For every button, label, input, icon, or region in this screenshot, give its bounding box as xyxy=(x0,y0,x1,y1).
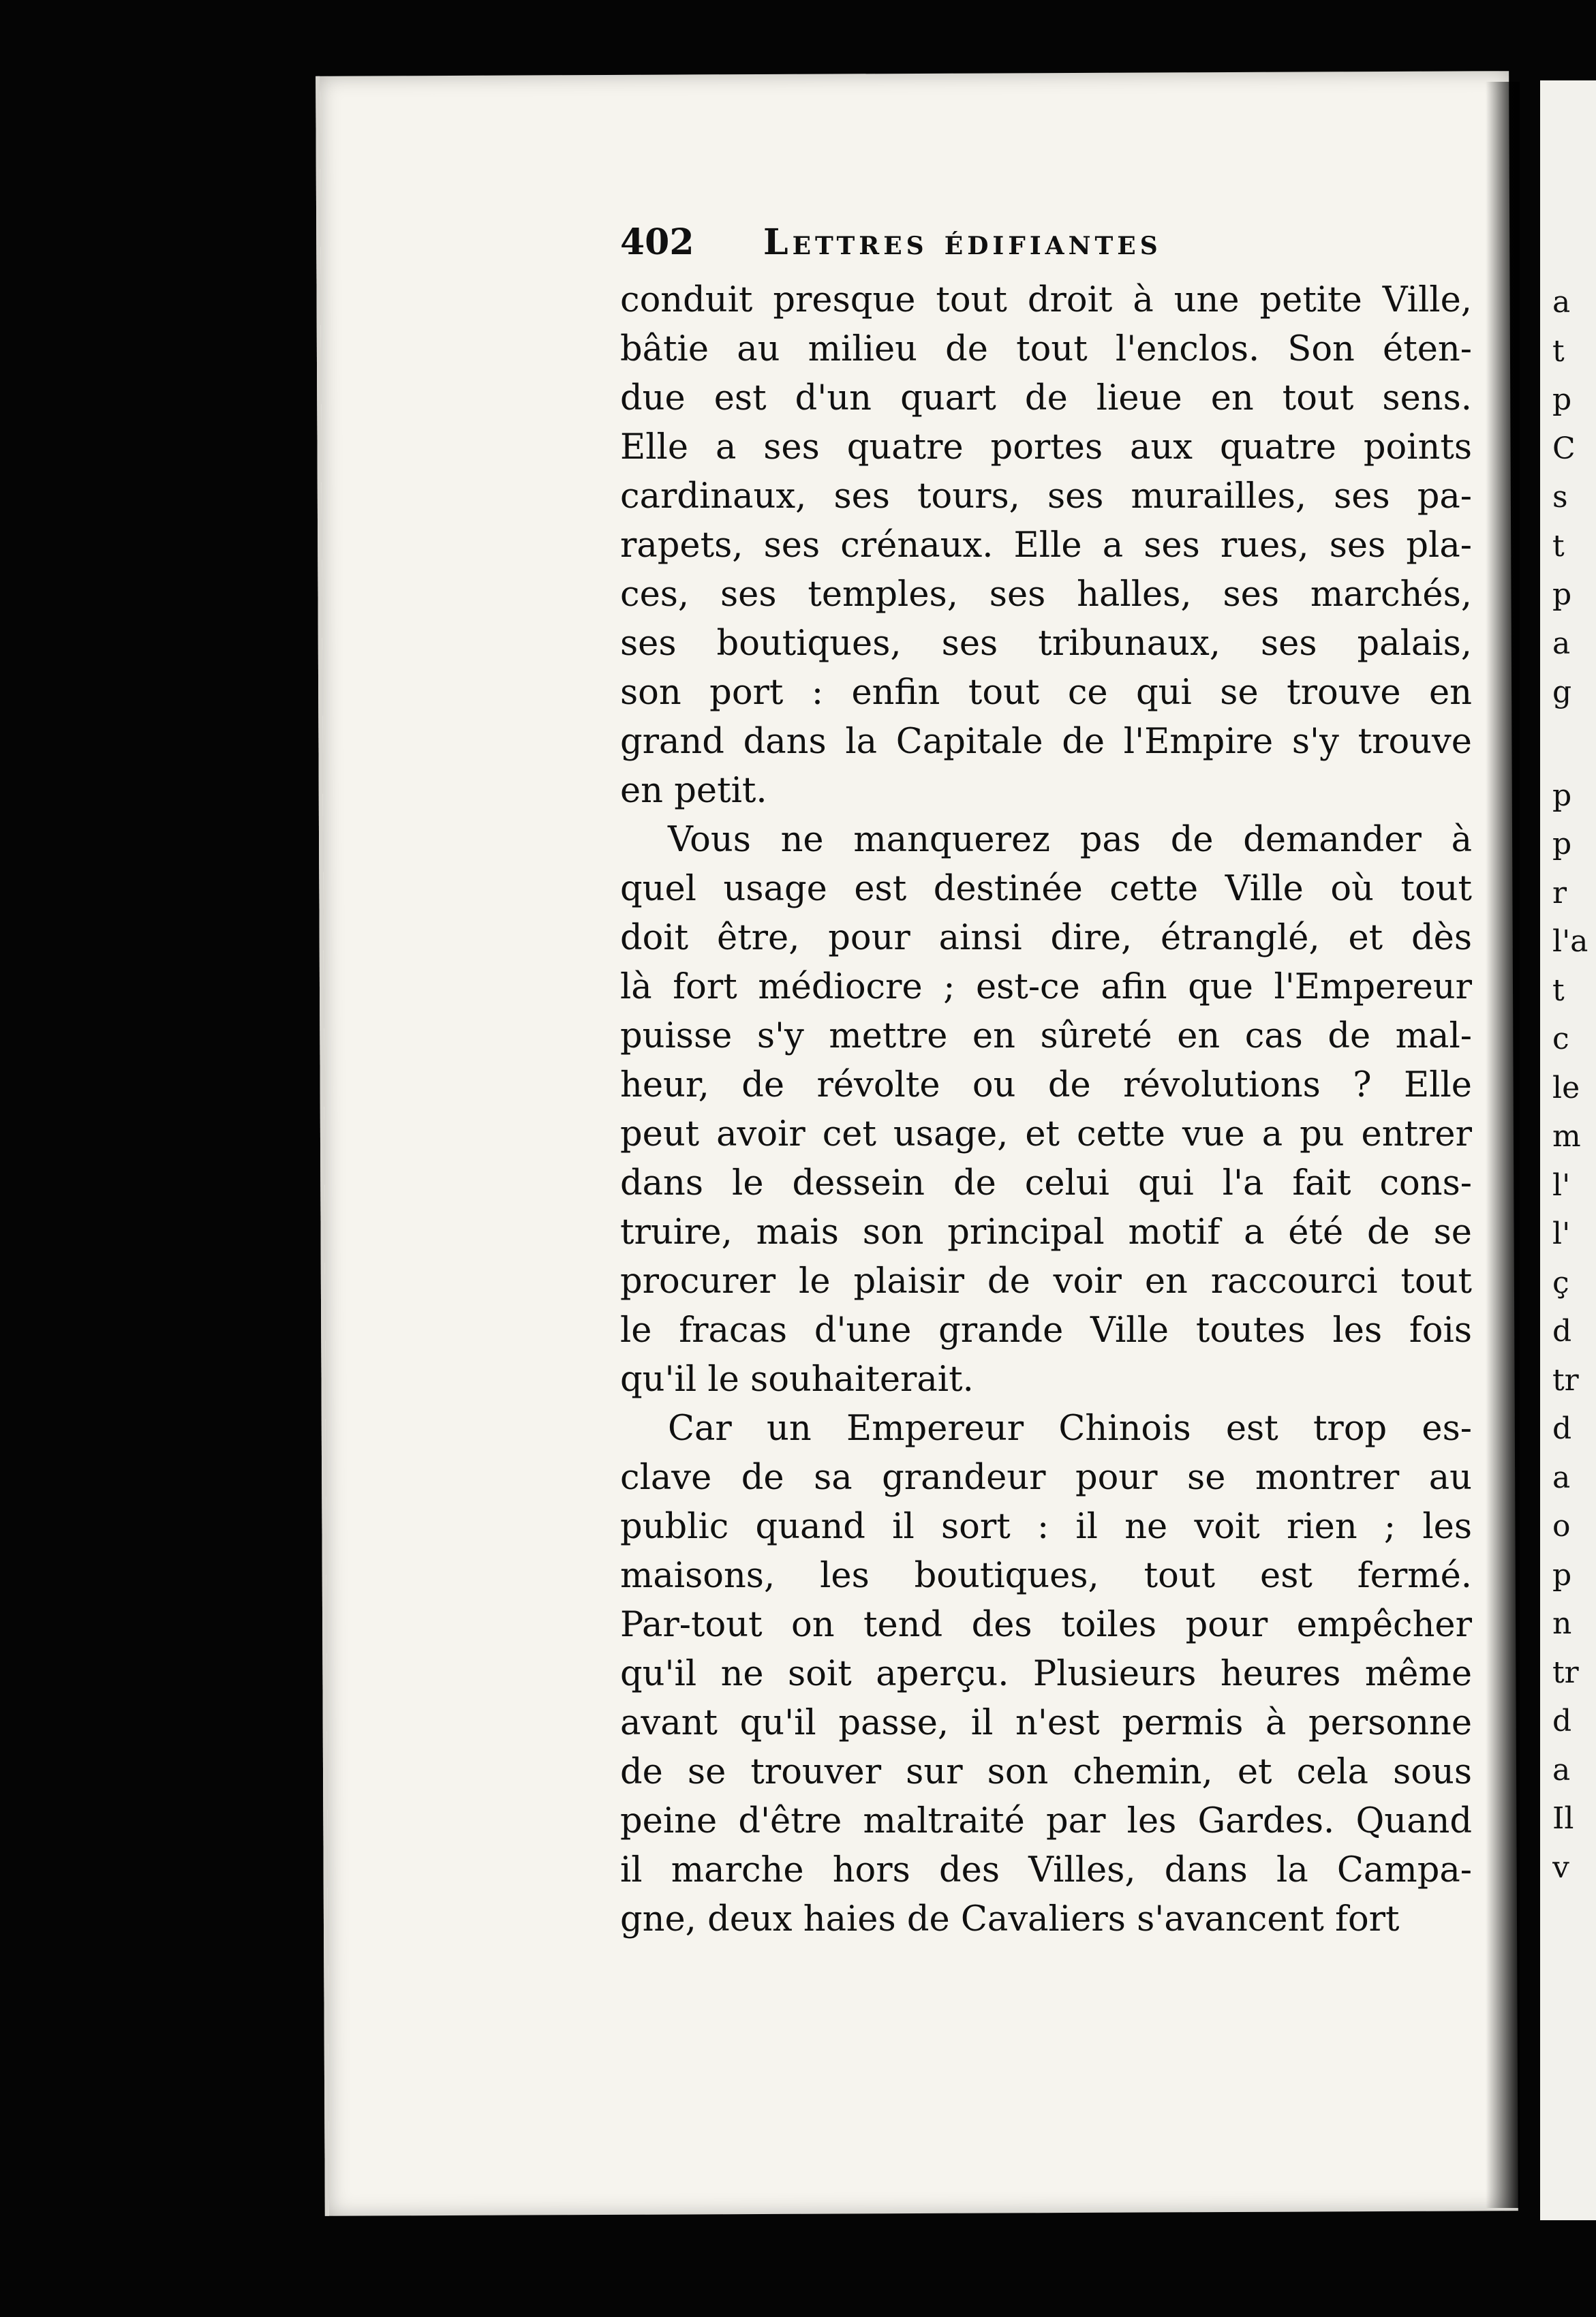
adjacent-page-fragment: p xyxy=(1552,382,1572,417)
adjacent-page-fragment: le xyxy=(1552,1070,1580,1105)
running-title: Lettres édifiantes xyxy=(763,221,1162,263)
adjacent-page-fragment: C xyxy=(1552,431,1576,466)
text-line: son port : enfin tout ce qui se trouve en xyxy=(620,673,1472,713)
running-header xyxy=(620,221,1472,276)
adjacent-page-fragment: c xyxy=(1552,1022,1569,1056)
text-line: ses boutiques, ses tribunaux, ses palais, xyxy=(620,624,1472,664)
adjacent-page-fragment: p xyxy=(1552,827,1572,861)
adjacent-page-fragment: a xyxy=(1552,1752,1571,1787)
page-number: 402 xyxy=(620,221,694,263)
body-text xyxy=(620,276,1472,1944)
text-line: là fort médiocre ; est-ce afin que l'Empereur xyxy=(620,967,1472,1007)
text-line: peine d'être maltraité par les Gardes. Quand xyxy=(620,1801,1472,1841)
text-line: bâtie au milieu de tout l'enclos. Son éten- xyxy=(620,329,1472,369)
text-line: grand dans la Capitale de l'Empire s'y trouve xyxy=(620,722,1472,762)
text-line: cardinaux, ses tours, ses murailles, ses pa- xyxy=(620,476,1472,517)
adjacent-page-fragment: d xyxy=(1552,1411,1572,1446)
adjacent-page-fragment: m xyxy=(1552,1119,1581,1154)
text-line: rapets, ses crénaux. Elle a ses rues, ses pla- xyxy=(620,525,1472,566)
text-line: Par-tout on tend des toiles pour empêcher xyxy=(620,1605,1472,1645)
text-line: maisons, les boutiques, tout est fermé. xyxy=(620,1556,1472,1596)
adjacent-page-fragment: v xyxy=(1552,1850,1569,1885)
paragraph xyxy=(620,276,1472,816)
text-line: de se trouver sur son chemin, et cela sous xyxy=(620,1752,1472,1792)
adjacent-page-fragment: t xyxy=(1552,333,1565,369)
text-line: doit être, pour ainsi dire, étranglé, et dès xyxy=(620,918,1472,958)
text-line: heur, de révolte ou de révolutions ? Elle xyxy=(620,1065,1472,1105)
text-line: Vous ne manquerez pas de demander à xyxy=(668,820,1472,860)
adjacent-page-fragment: t xyxy=(1552,528,1565,564)
text-line: clave de sa grandeur pour se montrer au xyxy=(620,1458,1472,1498)
page-gutter-shadow xyxy=(1486,82,1520,2208)
text-line: procurer le plaisir de voir en raccourci tout xyxy=(620,1261,1472,1302)
adjacent-page-fragment: a xyxy=(1552,626,1571,661)
text-line: ces, ses temples, ses halles, ses marchés, xyxy=(620,574,1472,615)
text-line: en petit. xyxy=(620,771,767,811)
text-line: Car un Empereur Chinois est trop es- xyxy=(668,1409,1472,1449)
text-line: il marche hors des Villes, dans la Campa- xyxy=(620,1850,1472,1890)
adjacent-page-fragment: d xyxy=(1552,1314,1572,1349)
text-line: qu'il ne soit aperçu. Plusieurs heures même xyxy=(620,1654,1472,1694)
adjacent-page-fragment: tr xyxy=(1552,1655,1579,1690)
page-text xyxy=(620,221,1472,1944)
text-line: quel usage est destinée cette Ville où tout xyxy=(620,869,1472,909)
adjacent-page-fragment: a xyxy=(1552,1460,1571,1495)
text-line: le fracas d'une grande Ville toutes les fois xyxy=(620,1310,1472,1351)
adjacent-page-fragment: a xyxy=(1552,285,1571,320)
text-line: truire, mais son principal motif a été de se xyxy=(620,1212,1472,1253)
adjacent-page-fragment: p xyxy=(1552,1557,1572,1593)
paragraph xyxy=(620,816,1472,1405)
adjacent-page-fragment: l'a xyxy=(1552,924,1589,959)
adjacent-page-fragment: s xyxy=(1552,480,1568,515)
adjacent-page-edge xyxy=(1540,80,1596,2220)
text-line: peut avoir cet usage, et cette vue a pu entrer xyxy=(620,1114,1472,1154)
adjacent-page-fragment: ç xyxy=(1552,1265,1569,1300)
text-line: gne, deux haies de Cavaliers s'avancent fort xyxy=(620,1899,1400,1939)
adjacent-page-fragment: p xyxy=(1552,577,1572,612)
adjacent-page-fragment: o xyxy=(1552,1509,1571,1544)
text-line: avant qu'il passe, il n'est permis à personne xyxy=(620,1703,1472,1743)
adjacent-page-fragment: tr xyxy=(1552,1362,1579,1398)
adjacent-page-fragment: l' xyxy=(1552,1216,1571,1251)
adjacent-page-fragment: d xyxy=(1552,1704,1572,1738)
text-line: due est d'un quart de lieue en tout sens. xyxy=(620,378,1472,418)
adjacent-page-fragment: g xyxy=(1552,675,1572,709)
text-line: conduit presque tout droit à une petite Ville, xyxy=(620,280,1472,320)
text-line: puisse s'y mettre en sûreté en cas de mal- xyxy=(620,1016,1472,1056)
text-line: Elle a ses quatre portes aux quatre points xyxy=(620,427,1472,467)
adjacent-page-fragment: t xyxy=(1552,972,1565,1008)
adjacent-page-fragment: Il xyxy=(1552,1801,1574,1836)
adjacent-page-fragment: l' xyxy=(1552,1167,1571,1203)
adjacent-page-fragment: r xyxy=(1552,875,1567,910)
text-line: qu'il le souhaiterait. xyxy=(620,1360,974,1400)
text-line: public quand il sort : il ne voit rien ; les xyxy=(620,1507,1472,1547)
adjacent-page-fragment: n xyxy=(1552,1606,1572,1641)
text-line: dans le dessein de celui qui l'a fait cons- xyxy=(620,1163,1472,1203)
paragraph xyxy=(620,1405,1472,1944)
adjacent-page-fragment: p xyxy=(1552,778,1572,813)
